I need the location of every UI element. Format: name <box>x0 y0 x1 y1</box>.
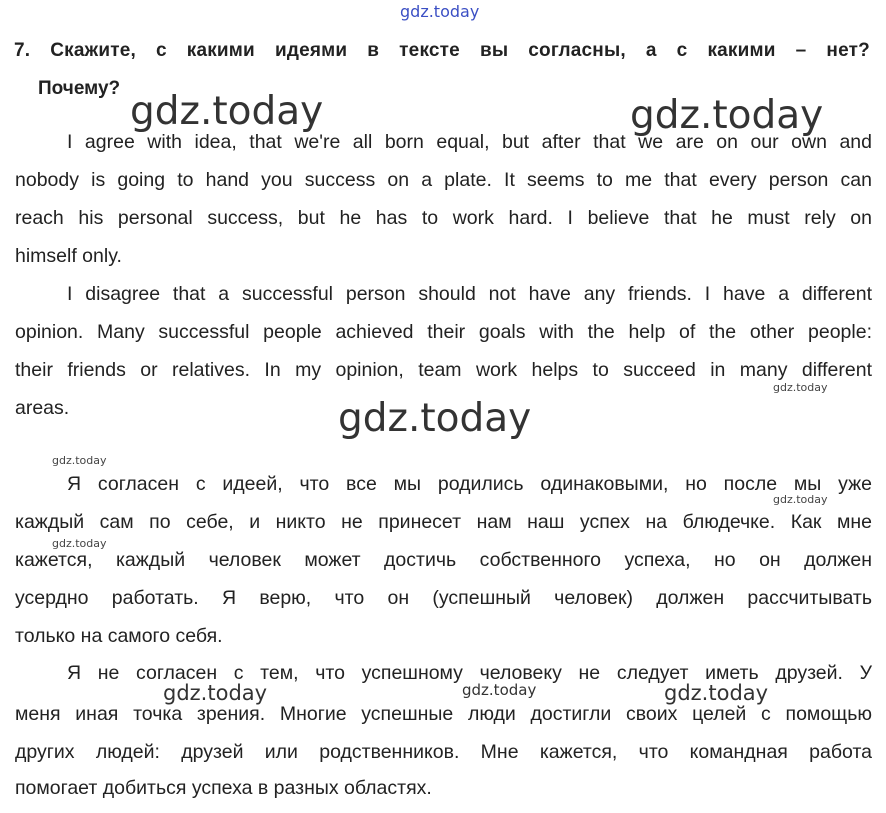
text-line: opinion. Many successful people achieved their goals with the help of the other people: <box>15 321 872 343</box>
text-line: areas. <box>15 397 70 419</box>
text-line: nobody is going to hand you success on a plate. It seems to me that every person can <box>15 169 872 191</box>
text-line: только на самого себя. <box>15 625 223 647</box>
watermark-small: gdz.today <box>52 454 107 467</box>
question-word: с <box>155 40 167 61</box>
watermark-medium: gdz.today <box>664 681 769 705</box>
question-word: с <box>676 40 688 61</box>
watermark-top: gdz.today <box>400 2 480 21</box>
text-line: помогает добиться успеха в разных областях. <box>15 777 432 799</box>
question-word: идеями <box>274 40 348 61</box>
text-line: I agree with idea, that we're all born equal, but after that we are on our own and <box>67 131 872 153</box>
question-word: вы <box>479 40 509 61</box>
text-line: I disagree that a successful person should not have any friends. I have a different <box>67 283 872 305</box>
question-word: тексте <box>399 40 460 61</box>
text-line: кажется, каждый человек может достичь собственного успеха, но он должен <box>15 549 872 571</box>
text-line: their friends or relatives. In my opinion, team work helps to succeed in many different <box>15 359 872 381</box>
text-line: Я согласен с идеей, что все мы родились одинаковыми, но после мы уже <box>67 473 872 495</box>
watermark-large: gdz.today <box>338 396 532 441</box>
question-word: а <box>645 40 657 61</box>
question-word: какими <box>186 40 255 61</box>
question-line-1 <box>14 40 870 62</box>
watermark-small: gdz.today <box>773 381 828 394</box>
question-word: какими <box>707 40 776 61</box>
watermark-medium: gdz.today <box>163 681 268 705</box>
text-line: усердно работать. Я верю, что он (успешный человек) должен рассчитывать <box>15 587 872 609</box>
watermark-large: gdz.today <box>630 93 824 138</box>
watermark-large: gdz.today <box>130 89 324 134</box>
text-line: himself only. <box>15 245 122 267</box>
question-word: нет? <box>826 40 870 61</box>
question-word: Скажите, <box>50 40 136 61</box>
question-word: – <box>795 40 807 61</box>
exercise-heading <box>14 40 870 99</box>
text-line: каждый сам по себе, и никто не принесет нам наш успех на блюдечке. Как мне <box>15 511 872 533</box>
question-line-2: Почему? <box>38 78 121 99</box>
question-word: в <box>367 40 380 61</box>
watermark-small: gdz.today <box>52 537 107 550</box>
text-line: reach his personal success, but he has to work hard. I believe that he must rely on <box>15 207 872 229</box>
text-line: других людей: друзей или родственников. Мне кажется, что командная работа <box>15 741 872 763</box>
watermark-medium: gdz.today <box>462 681 537 699</box>
question-word: согласны, <box>528 40 626 61</box>
watermark-small: gdz.today <box>773 493 828 506</box>
text-line: меня иная точка зрения. Многие успешные люди достигли своих целей с помощью <box>15 703 872 725</box>
question-number: 7. <box>14 40 31 61</box>
text-line: Я не согласен с тем, что успешному человеку не следует иметь друзей. У <box>67 662 872 684</box>
